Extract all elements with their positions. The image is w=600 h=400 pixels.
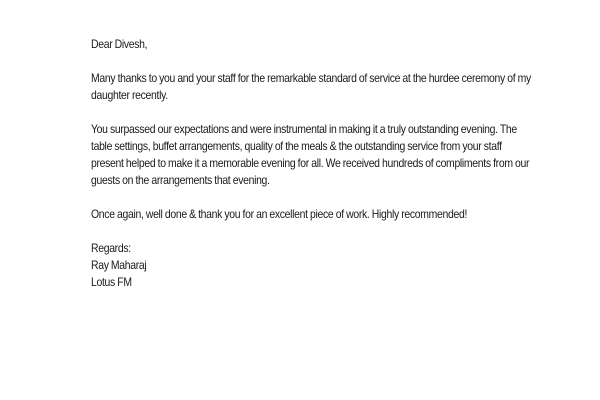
paragraph-thanks: Many thanks to you and your staff for the remarkable standard of service at the hurdee ceremony of my daughter recently. [91,72,531,102]
paragraph-recommendation: Once again, well done & thank you for an excellent piece of work. Highly recommended! [91,208,468,221]
letter-body [91,36,532,291]
paragraph-details: You surpassed our expectations and were instrumental in making it a truly outstanding evening. The table settings, buffet arrangements, quality of the meals & the outstanding service from your staff present helped to make it a memorable evening for all. We received hundreds of compliments from our guests on the arrangements that evening. [91,123,530,187]
salutation: Dear Divesh, [91,38,148,51]
signer-name: Ray Maharaj [91,259,147,272]
signer-organization: Lotus FM [91,276,132,289]
signature-block [91,240,532,291]
closing: Regards: [91,242,131,255]
